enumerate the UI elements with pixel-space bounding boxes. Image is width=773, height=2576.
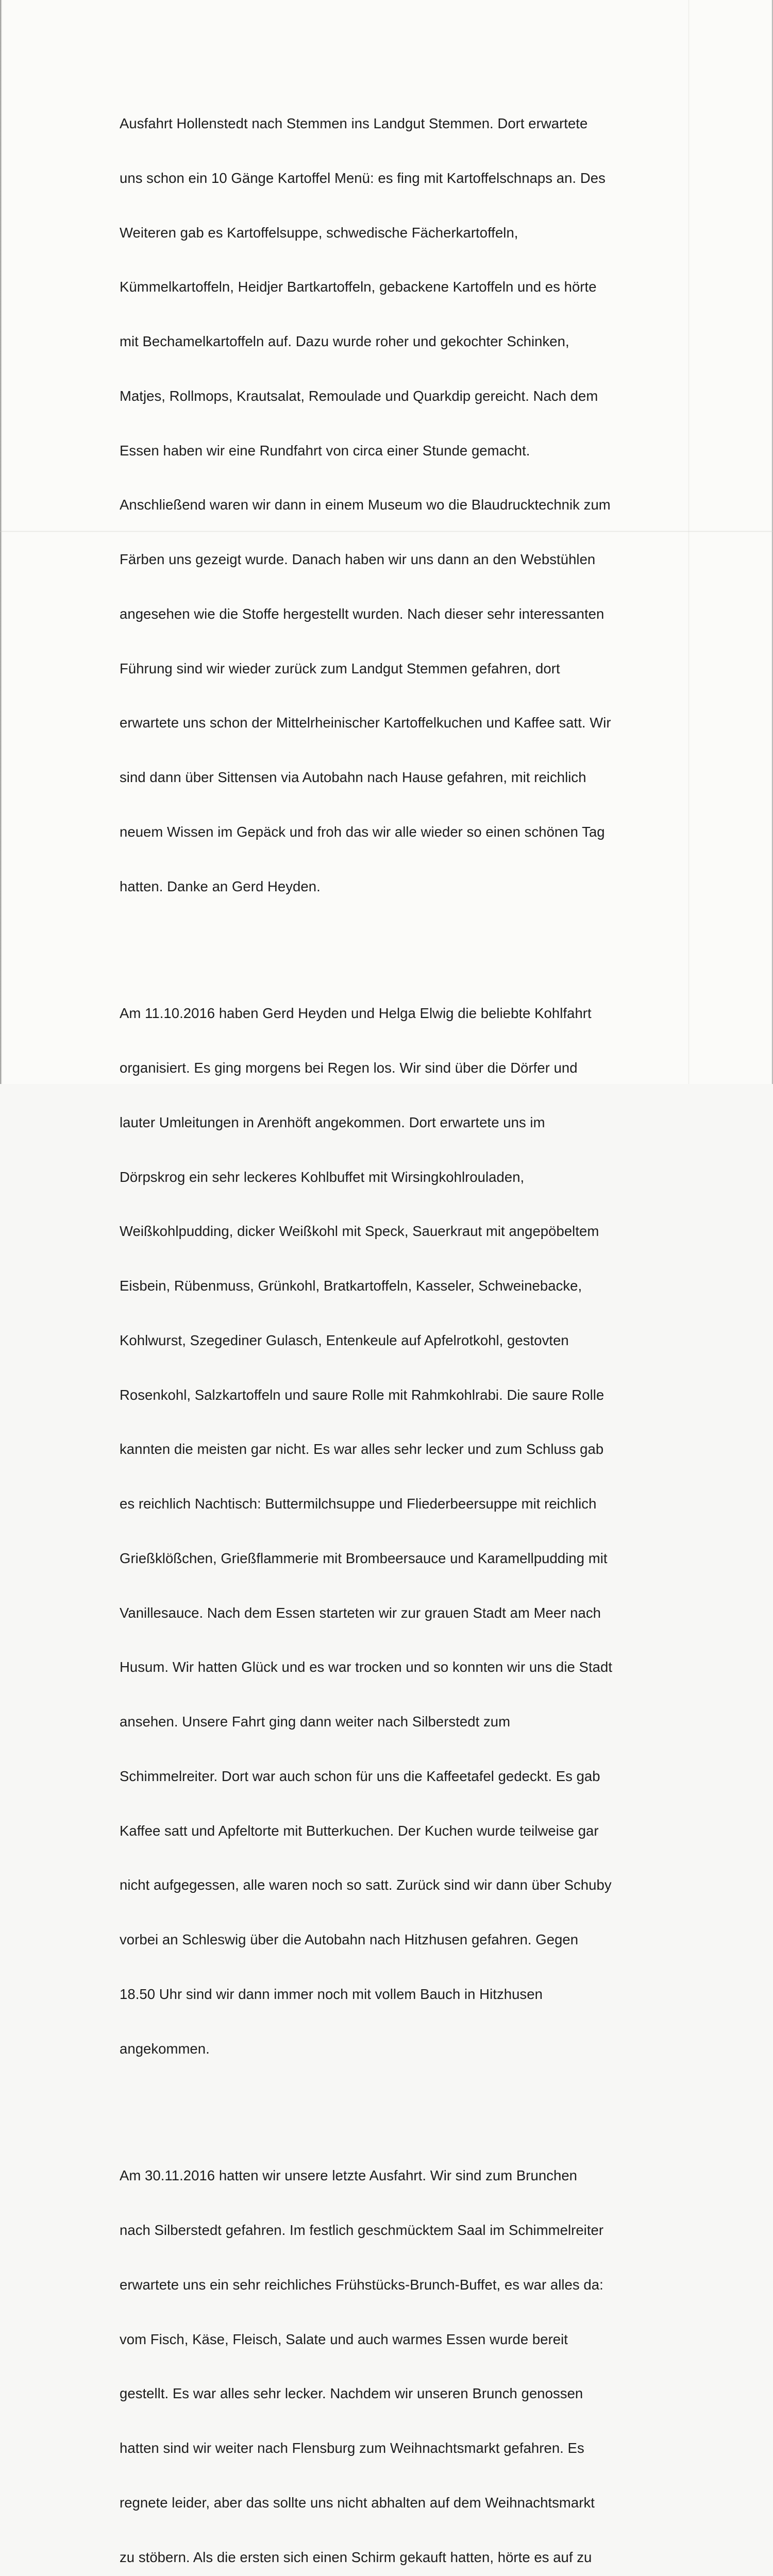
text-line: kannten die meisten gar nicht. Es war alles sehr lecker und zum Schluss gab [120, 1441, 604, 1458]
text-line: Weißkohlpudding, dicker Weißkohl mit Speck, Sauerkraut mit angepöbeltem [120, 1223, 599, 1240]
text-line: Grießklößchen, Grießflammerie mit Brombeersauce und Karamellpudding mit [120, 1550, 608, 1566]
text-line: ansehen. Unsere Fahrt ging dann weiter nach Silberstedt zum [120, 1714, 511, 1730]
text-line: Am 11.10.2016 haben Gerd Heyden und Helga Elwig die beliebte Kohlfahrt [120, 1005, 592, 1022]
text-line: neuem Wissen im Gepäck und froh das wir alle wieder so einen schönen Tag [120, 823, 605, 840]
text-line: Eisbein, Rübenmuss, Grünkohl, Bratkartoffeln, Kasseler, Schweinebacke, [120, 1278, 582, 1294]
fold-line-vertical [688, 0, 690, 1084]
text-line: organisiert. Es ging morgens bei Regen los. Wir sind über die Dörfer und [120, 1060, 578, 1076]
text-line: nicht aufgegessen, alle waren noch so satt. Zurück sind wir dann über Schuby [120, 1877, 612, 1893]
text-line: uns schon ein 10 Gänge Kartoffel Menü: es fing mit Kartoffelschnaps an. Des [120, 170, 606, 186]
paragraph-brunch-trip [120, 2130, 676, 2576]
text-line: mit Bechamelkartoffeln auf. Dazu wurde roher und gekochter Schinken, [120, 333, 569, 349]
text-line: Vanillesauce. Nach dem Essen starteten wir zur grauen Stadt am Meer nach [120, 1604, 601, 1621]
text-line: Schimmelreiter. Dort war auch schon für uns die Kaffeetafel gedeckt. Es gab [120, 1768, 600, 1784]
page-edge-left [0, 0, 2, 1084]
text-line: nach Silberstedt gefahren. Im festlich geschmücktem Saal im Schimmelreiter [120, 2222, 604, 2238]
text-line: angekommen. [120, 2040, 210, 2057]
text-line: Husum. Wir hatten Glück und es war trocken und so konnten wir uns die Stadt [120, 1659, 613, 1675]
text-line: angesehen wie die Stoffe hergestellt wurden. Nach dieser sehr interessanten [120, 605, 604, 622]
text-line: zu stöbern. Als die ersten sich einen Schirm gekauft hatten, hörte es auf zu [120, 2549, 592, 2565]
paragraph-kohlfahrt [120, 968, 676, 2094]
text-line: Kümmelkartoffeln, Heidjer Bartkartoffeln, gebackene Kartoffeln und es hörte [120, 279, 597, 295]
text-line: Anschließend waren wir dann in einem Museum wo die Blaudrucktechnik zum [120, 497, 611, 513]
text-line: regnete leider, aber das sollte uns nicht abhalten auf dem Weihnachtsmarkt [120, 2494, 595, 2511]
text-line: Ausfahrt Hollenstedt nach Stemmen ins Landgut Stemmen. Dort erwartete [120, 115, 588, 131]
text-line: Weiteren gab es Kartoffelsuppe, schwedische Fächerkartoffeln, [120, 224, 518, 241]
text-line: Kohlwurst, Szegediner Gulasch, Entenkeule auf Apfelrotkohl, gestovten [120, 1332, 569, 1348]
text-line: vom Fisch, Käse, Fleisch, Salate und auch warmes Essen wurde bereit [120, 2331, 568, 2347]
text-line: vorbei an Schleswig über die Autobahn nach Hitzhusen gefahren. Gegen [120, 1931, 579, 1947]
text-line: Essen haben wir eine Rundfahrt von circa einer Stunde gemacht. [120, 442, 530, 459]
text-line: Matjes, Rollmops, Krautsalat, Remoulade und Quarkdip gereicht. Nach dem [120, 387, 598, 404]
text-line: gestellt. Es war alles sehr lecker. Nachdem wir unseren Brunch genossen [120, 2385, 583, 2402]
text-line: Färben uns gezeigt wurde. Danach haben wir uns dann an den Webstühlen [120, 551, 596, 567]
text-line: Kaffee satt und Apfeltorte mit Butterkuchen. Der Kuchen wurde teilweise gar [120, 1822, 599, 1839]
text-line: 18.50 Uhr sind wir dann immer noch mit vollem Bauch in Hitzhusen [120, 1986, 543, 2002]
text-line: Rosenkohl, Salzkartoffeln und saure Rolle mit Rahmkohlrabi. Die saure Rolle [120, 1386, 604, 1403]
text-line: es reichlich Nachtisch: Buttermilchsuppe und Fliederbeersuppe mit reichlich [120, 1496, 597, 1512]
text-line: erwartete uns schon der Mittelrheinischer Kartoffelkuchen und Kaffee satt. Wir [120, 715, 611, 731]
text-line: hatten sind wir weiter nach Flensburg zum Weihnachtsmarkt gefahren. Es [120, 2440, 584, 2456]
text-line: erwartete uns ein sehr reichliches Frühstücks-Brunch-Buffet, es war alles da: [120, 2276, 603, 2293]
text-line: sind dann über Sittensen via Autobahn nach Hause gefahren, mit reichlich [120, 769, 586, 785]
text-line: Führung sind wir wieder zurück zum Landgut Stemmen gefahren, dort [120, 660, 560, 676]
document-body [120, 42, 676, 2576]
text-line: hatten. Danke an Gerd Heyden. [120, 878, 321, 894]
text-line: Dörpskrog ein sehr leckeres Kohlbuffet mit Wirsingkohlrouladen, [120, 1168, 525, 1185]
text-line: Am 30.11.2016 hatten wir unsere letzte Ausfahrt. Wir sind zum Brunchen [120, 2167, 578, 2184]
paragraph-potato-trip [120, 78, 676, 932]
text-line: lauter Umleitungen in Arenhöft angekommen. Dort erwartete uns im [120, 1114, 545, 1130]
